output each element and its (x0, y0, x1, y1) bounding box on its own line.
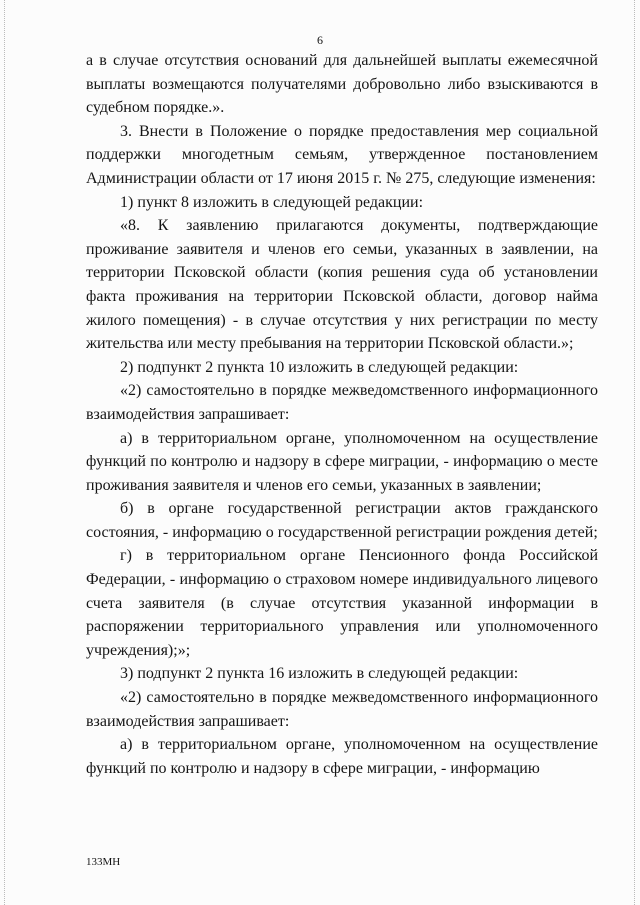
paragraph-1: а в случае отсутствия оснований для дальнейшей выплаты ежемесячной выплаты возмещаются получателями добровольно либо взыскиваются в судебном порядке.». (86, 52, 598, 117)
paragraph-3: 1) пункт 8 изложить в следующей редакции: (120, 193, 424, 211)
paragraph-6: «2) самостоятельно в порядке межведомственного информационного взаимодействия запрашивает: (86, 382, 598, 423)
paragraph-7: а) в территориальном органе, уполномоченном на осуществление функций по контролю и надзору в сфере миграции, - информацию о месте проживания заявителя и членов его семьи, указанных в заявлении; (86, 429, 598, 494)
document-code: 133МН (86, 856, 121, 868)
document-body (86, 49, 598, 780)
paragraph-9: г) в территориальном органе Пенсионного фонда Российской Федерации, - информацию о страховом номере индивидуального лицевого счета заявителя (в случае отсутствия указанной информации в распоряжении территориального управления или уполномоченного учреждения);»; (86, 547, 598, 659)
paragraph-8: б) в органе государственной регистрации актов гражданского состояния, - информацию о государственной регистрации рождения детей; (86, 500, 598, 541)
scan-edge-right (634, 0, 636, 905)
paragraph-10: 3) подпункт 2 пункта 16 изложить в следующей редакции: (120, 665, 519, 683)
paragraph-5: 2) подпункт 2 пункта 10 изложить в следующей редакции: (120, 358, 519, 376)
paragraph-2: 3. Внести в Положение о порядке предоставления мер социальной поддержки многодетным семьям, утвержденное постановлением Администрации области от 17 июня 2015 г. № 275, следующие изменения: (86, 122, 598, 187)
scan-edge-left (4, 0, 6, 905)
page-number: 6 (317, 33, 323, 47)
paragraph-4: «8. К заявлению прилагаются документы, подтверждающие проживание заявителя и членов его семьи, указанных в заявлении, на территории Псковской области (копия решения суда об установлении факта проживания на территории Псковской области, договор найма жилого помещения) - в случае отсутствия у них регистрации по месту жительства или месту пребывания на территории Псковской области.»; (86, 217, 598, 353)
paragraph-11: «2) самостоятельно в порядке межведомственного информационного взаимодействия запрашивает: (86, 689, 598, 730)
paragraph-12: а) в территориальном органе, уполномоченном на осуществление функций по контролю и надзору в сфере миграции, - информацию (86, 736, 598, 777)
